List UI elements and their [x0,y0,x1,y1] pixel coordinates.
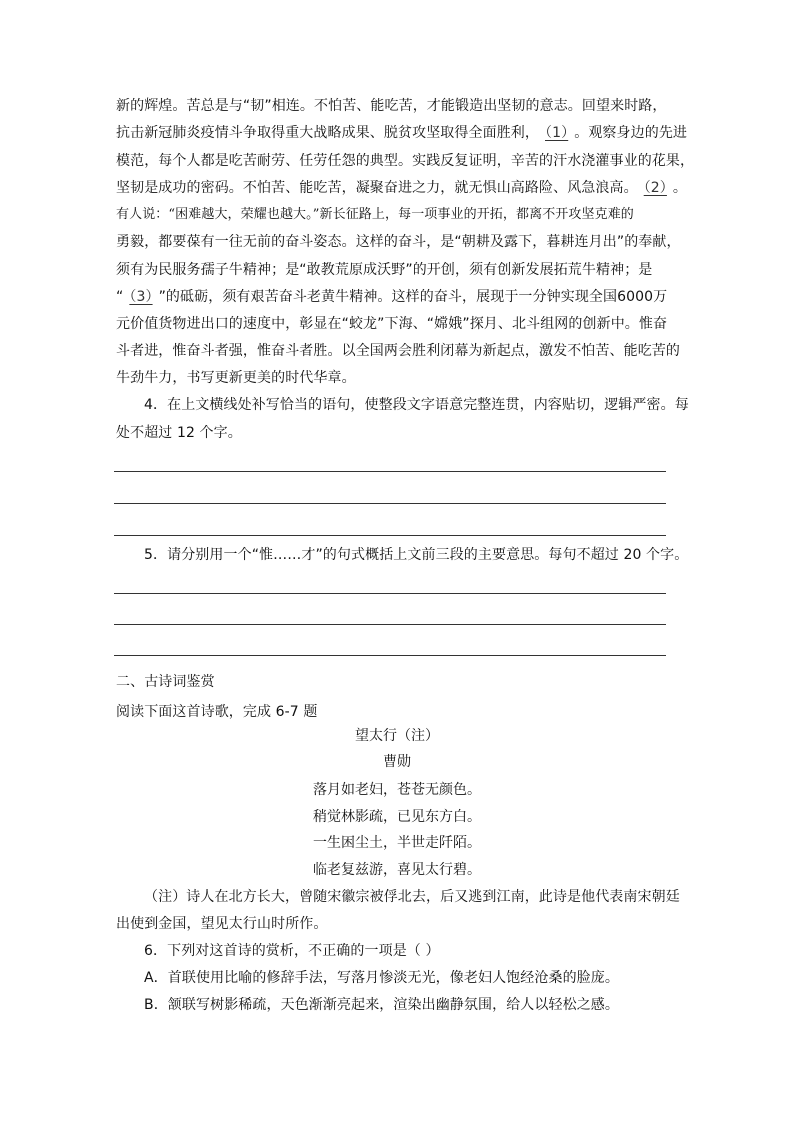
passage-text: 。 [672,180,688,196]
passage-line-10 [116,341,680,361]
passage-text: 牛劲牛力，书写更新更美的时代华章。 [116,370,356,386]
blank-1[interactable]: （1） [545,125,569,141]
passage-line-4 [116,178,687,198]
passage-line-7 [116,260,652,280]
passage-line-2 [116,123,687,143]
passage-text: ”的砥砺，须有艰苦奋斗老黄牛精神。这样的奋斗，展现于一分钟实现全国6000万 [158,289,668,305]
passage-line-11 [116,368,356,388]
answer-line[interactable] [114,624,666,625]
passage-line-3 [116,151,694,171]
passage-line-1 [116,96,667,116]
passage-text: 坚韧是成功的密码。不怕苦、能吃苦，凝聚奋进之力，就无惧山高路险、风急浪高。 [116,180,638,196]
passage-text: 新的辉煌。苦总是与“韧”相连。不怕苦、能吃苦，才能锻造出坚韧的意志。回望来时路， [116,98,667,114]
answer-line[interactable] [114,503,666,504]
answer-line[interactable] [114,593,666,594]
passage-text: 有人说：“困难越大，荣耀也越大。”新长征路上，每一项事业的开拓，都离不开攻坚克难的 [116,207,634,222]
passage-text: 元价值货物进出口的速度中，彰显在“蛟龙”下海、“嫦娥”探月、北斗组网的创新中。惟奋 [116,316,668,332]
answer-line[interactable] [114,535,666,536]
poem-line: 稍觉林影疏，已见东方白。 [313,809,481,825]
blank-2[interactable]: （2） [643,180,667,196]
answer-line[interactable] [114,471,666,472]
option-a[interactable]: A．首联使用比喻的修辞手法，写落月惨淡无光，像老妇人饱经沧桑的脸庞。 [144,970,619,986]
poem-line: 一生困尘土，半世走阡陌。 [313,835,481,851]
section-intro: 阅读下面这首诗歌，完成 6-7 题 [116,704,318,720]
poem-title: 望太行（注） [355,728,439,744]
passage-line-6 [116,232,681,252]
question-4-line-2: 处不超过 12 个字。 [116,425,242,441]
answer-line[interactable] [114,655,666,656]
poem-line: 落月如老妇，苍苍无颜色。 [313,782,481,798]
passage-text: 抗击新冠肺炎疫情斗争取得重大战略成果、脱贫攻坚取得全面胜利， [116,125,539,141]
poem-line: 临老复兹游，喜见太行碧。 [313,862,481,878]
passage-line-5 [116,205,634,225]
passage-text: 模范，每个人都是吃苦耐劳、任劳任怨的典型。实践反复证明，辛苦的汗水浇灌事业的花果， [116,153,695,169]
passage-line-8 [116,287,667,307]
passage-text: 勇毅，都要葆有一往无前的奋斗姿态。这样的奋斗，是“朝耕及露下，暮耕连月出”的奉献， [116,234,681,250]
passage-text: 斗者进，惟奋斗者强，惟奋斗者胜。以全国两会胜利闭幕为新起点，激发不怕苦、能吃苦的 [116,343,680,359]
question-6-stem: 6．下列对这首诗的赏析，不正确的一项是（ ） [144,943,440,959]
blank-3[interactable]: （3） [129,289,153,305]
poem-author: 曹勋 [383,754,411,770]
passage-text: 须有为民服务孺子牛精神；是“敢教荒原成沃野”的开创，须有创新发展拓荒牛精神；是 [116,262,653,278]
passage-text: “ [116,289,124,305]
option-b[interactable]: B．颔联写树影稀疏，天色渐渐亮起来，渲染出幽静氛围，给人以轻松之感。 [144,997,620,1013]
passage-text: 。观察身边的先进 [574,125,688,141]
question-4-line-1: 4．在上文横线处补写恰当的语句，使整段文字语意完整连贯，内容贴切，逻辑严密。每 [144,397,689,413]
section-heading: 二、古诗词鉴赏 [116,674,215,690]
passage-line-9 [116,314,667,334]
question-5: 5．请分别用一个“惟……才”的句式概括上文前三段的主要意思。每句不超过 20 个字。 [144,547,689,563]
note-line-1: （注）诗人在北方长大，曾随宋徽宗被俘北去，后又逃到江南，此诗是他代表南宋朝廷 [144,889,680,905]
note-line-2: 出使到金国，望见太行山时所作。 [116,916,328,932]
